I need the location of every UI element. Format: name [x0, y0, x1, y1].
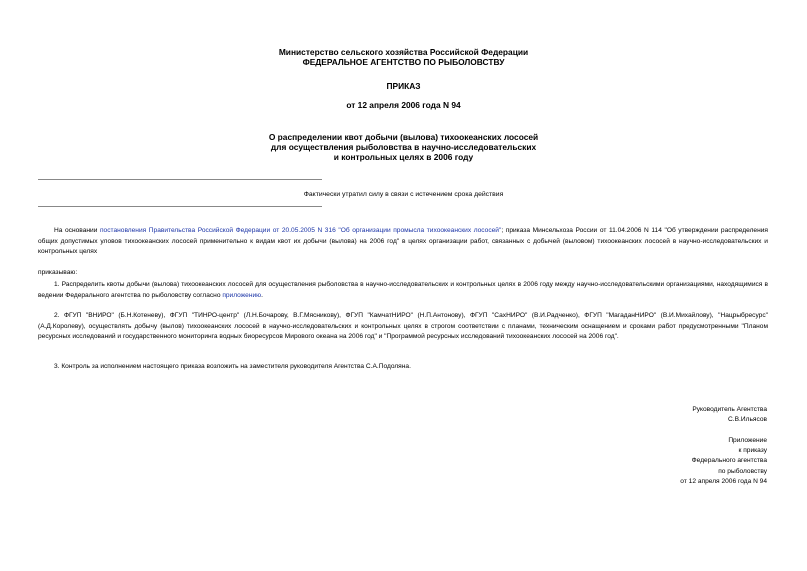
item-1-paragraph	[38, 280, 768, 301]
signature-name: С.В.Ильясов	[728, 416, 767, 424]
doc-title-line1: О распределении квот добычи (вылова) тихоокеанских лососей	[268, 132, 539, 142]
item-3-paragraph: 3. Контроль за исполнением настоящего приказа возложить на заместителя руководителя Агентства С.А.Подоляна.	[54, 363, 411, 370]
preamble-prefix: На основании	[54, 227, 100, 234]
agency-name: ФЕДЕРАЛЬНОЕ АГЕНТСТВО ПО РЫБОЛОВСТВУ	[302, 57, 505, 67]
appendix-line5: от 12 апреля 2006 года N 94	[680, 477, 767, 485]
appendix-line2: к приказу	[738, 447, 767, 455]
doc-date: от 12 апреля 2006 года N 94	[346, 100, 461, 110]
preamble-rest: ; приказа Минсельхоза России от 11.04.2006 N 114 "Об утверждении распределения общих допустимых уловов тихоокеанских лососей применительно к видам квот их добычи (вылова) на 2006 год" в целях организации работ, связанных с добычей (выловом) тихоокеанских лососей в научно-исследовательских и контрольных целях	[38, 227, 768, 256]
doc-title-line3: и контрольных целях в 2006 году	[333, 152, 474, 162]
divider-bottom	[38, 206, 322, 207]
doc-type: ПРИКАЗ	[386, 81, 421, 91]
signature-block	[692, 405, 767, 425]
appendix-link[interactable]: приложению	[222, 291, 262, 299]
divider-top	[38, 179, 322, 180]
order-word: приказываю:	[38, 269, 78, 276]
signature-position: Руководитель Агентства	[692, 406, 767, 413]
item-1-text: 1. Распределить квоты добычи (вылова) тихоокеанских лососей для осуществления рыболовства в научно-исследовательских и контрольных целях в 2006 году между научно-исследовательскими организациями, находящимися в ведении Федерального агентства по рыболовству согласно	[38, 281, 768, 299]
appendix-line3: Федерального агентства	[691, 457, 767, 465]
status-note: Фактически утратил силу в связи с истечением срока действия	[303, 191, 504, 198]
ministry-name: Министерство сельского хозяйства Российской Федерации	[278, 47, 529, 57]
appendix-line4: по рыболовству	[718, 467, 767, 475]
appendix-block	[680, 436, 767, 487]
item-1-end: .	[261, 291, 263, 299]
government-decree-link[interactable]: постановления Правительства Российской Федерации от 20.05.2005 N 316 "Об организации промысла тихоокеанских лососей"	[99, 227, 502, 234]
item-2-paragraph: 2. ФГУП "ВНИРО" (Б.Н.Котеневу), ФГУП "ТИНРО-центр" (Л.Н.Бочарову, В.Г.Мясникову), ФГУП "КамчатНИРО" (Н.П.Антонову), ФГУП "СахНИРО" (В.И.Радченко), ФГУП "МагаданНИРО" (В.И.Михайлову), "Нацрыбресурс" (А.Д.Королеву), осуществлять добычу (вылов) тихоокеанских лососей в научно-исследовательских и контрольных целях в строгом соответствии с планами, техническим оснащением и сроками работ предусмотренными "Планом ресурсных исследований и государственного мониторинга водных биоресурсов Мирового океана на 2006 год" и "Программой ресурсных исследований тихоокеанских лососей на 2006 год".	[38, 312, 768, 341]
preamble-paragraph	[38, 226, 768, 258]
doc-title-line2: для осуществления рыболовства в научно-исследовательских	[270, 142, 537, 152]
appendix-line1: Приложение	[728, 437, 767, 444]
